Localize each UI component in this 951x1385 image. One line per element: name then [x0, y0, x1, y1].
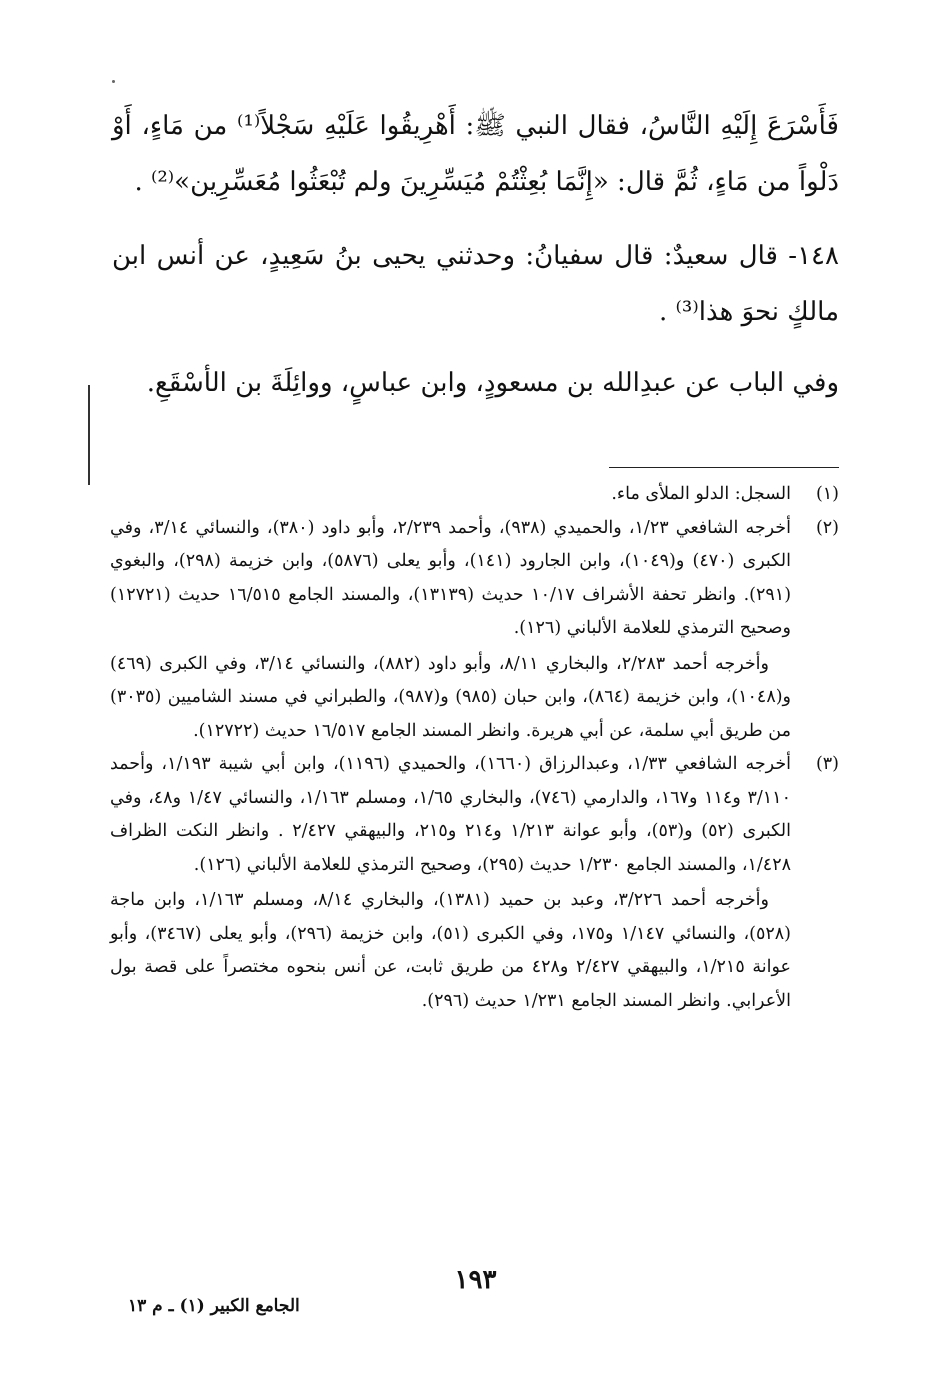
- footnote-separator: [609, 467, 839, 468]
- footnote-paragraph: أخرجه الشافعي ١/٢٣، والحميدي (٩٣٨)، وأحمد ٢/٢٣٩، وأبو داود (٣٨٠)، والنسائي ٣/١٤، وفي الكبرى (٤٧٠) و(١٠٤٩)، وابن الجارود (١٤١)، وأبو يعلى (٥٨٧٦)، وابن خزيمة (٢٩٨)، والبغوي (٢٩١). وانظر تحفة الأشراف ١٠/١٧ حديث (١٣١٣٩)، والمسند الجامع ١٦/٥١٥ حديث (١٢٧٢١) وصحيح الترمذي للعلامة الألباني (١٢٦).: [110, 517, 792, 638]
- footnote-paragraph: وأخرجه أحمد ٣/٢٢٦، وعبد بن حميد (١٣٨١)، والبخاري ٨/١٤، ومسلم ١/١٦٣، وابن ماجة (٥٢٨)، والنسائي ١/١٤٧ و١٧٥، وفي الكبرى (٥١)، وابن خزيمة (٢٩٦)، وأبو يعلى (٣٤٦٧)، وأبو عوانة ١/٢١٥، والبيهقي ٢/٤٢٧ و٤٢٨ من طريق ثابت، عن أنس بنحوه مختصراً على قصة بول الأعرابي. وانظر المسند الجامع ١/٢٣١ حديث (٢٩٦).: [110, 890, 791, 1011]
- page-number: ١٩٣: [454, 1265, 497, 1295]
- footnote-paragraph: أخرجه الشافعي ١/٣٣، وعبدالرزاق (١٦٦٠)، والحميدي (١١٩٦)، وابن أبي شيبة ١/١٩٣، وأحمد ٣/١١٠ و١١٤ و١٦٧، والدارمي (٧٤٦)، والبخاري ١/٦٥، ومسلم ١/١٦٣، والنسائي ١/٤٧ و٤٨، وفي الكبرى (٥٢) و(٥٣)، وأبو عوانة ١/٢١٣ و٢١٤ و٢١٥، والبيهقي ٢/٤٢٧ . وانظر النكت الظراف ١/٤٢٨، والمسند الجامع ١/٢٣٠ حديث (٢٩٥)، وصحيح الترمذي للعلامة الألباني (١٢٦).: [110, 754, 791, 875]
- footnote-body: [110, 478, 791, 512]
- footnote-body: [110, 748, 791, 1018]
- paragraph-hadith-ending: فَأَسْرَعَ إِلَيْهِ النَّاسُ، فقال النبي ﷺ: أَهْرِيقُوا عَلَيْهِ سَجْلاً⁽¹⁾ من مَاءٍ، أَوْ دَلْواً من مَاءٍ، ثُمَّ قال: «إِنَّمَا بُعِثْتُمْ مُيَسِّرِينَ ولم تُبْعَثُوا مُعَسِّرِين»⁽²⁾ .: [112, 111, 839, 197]
- chapter-note-block: [112, 355, 839, 411]
- footnote-3: [110, 748, 839, 1018]
- footnote-number: (١): [815, 484, 839, 504]
- footnote-body: [110, 512, 791, 749]
- footnote-2: [110, 512, 839, 749]
- printer-signature: الجامع الكبير (١) ـ م ١٣: [128, 1296, 300, 1316]
- hadith-text-block: [112, 98, 839, 210]
- footnote-number: (٢): [815, 517, 839, 538]
- footnote-paragraph: السجل: الدلو الملأى ماء.: [611, 484, 791, 504]
- paragraph-hadith-148: ١٤٨- قال سعيدٌ: قال سفيانُ: وحدثني يحيى بنُ سَعِيدٍ، عن أنس ابن مالكٍ نحوَ هذا⁽³⁾ .: [112, 241, 839, 327]
- print-speck: [112, 80, 115, 83]
- footnotes: [110, 478, 839, 1018]
- paragraph-chapter-note: وفي الباب عن عبدِالله بن مسعودٍ، وابن عباسٍ، ووائِلَةَ بن الأسْقَعِ.: [146, 368, 839, 398]
- hadith-148-block: [112, 228, 839, 340]
- footnote-number: (٣): [815, 754, 839, 774]
- margin-pencil-mark: [88, 385, 90, 485]
- footnote-paragraph: وأخرجه أحمد ٢/٢٨٣، والبخاري ٨/١١، وأبو داود (٨٨٢)، والنسائي ٣/١٤، وفي الكبرى (٤٦٩) و(١٠٤٨)، وابن خزيمة (٨٦٤)، وابن حبان (٩٨٥) و(٩٨٧)، والطبراني في مسند الشاميين (٣٠٣٥) من طريق أبي سلمة، عن أبي هريرة. وانظر المسند الجامع ١٦/٥١٧ حديث (١٢٧٢٢).: [110, 653, 792, 741]
- footnote-1: [110, 478, 839, 512]
